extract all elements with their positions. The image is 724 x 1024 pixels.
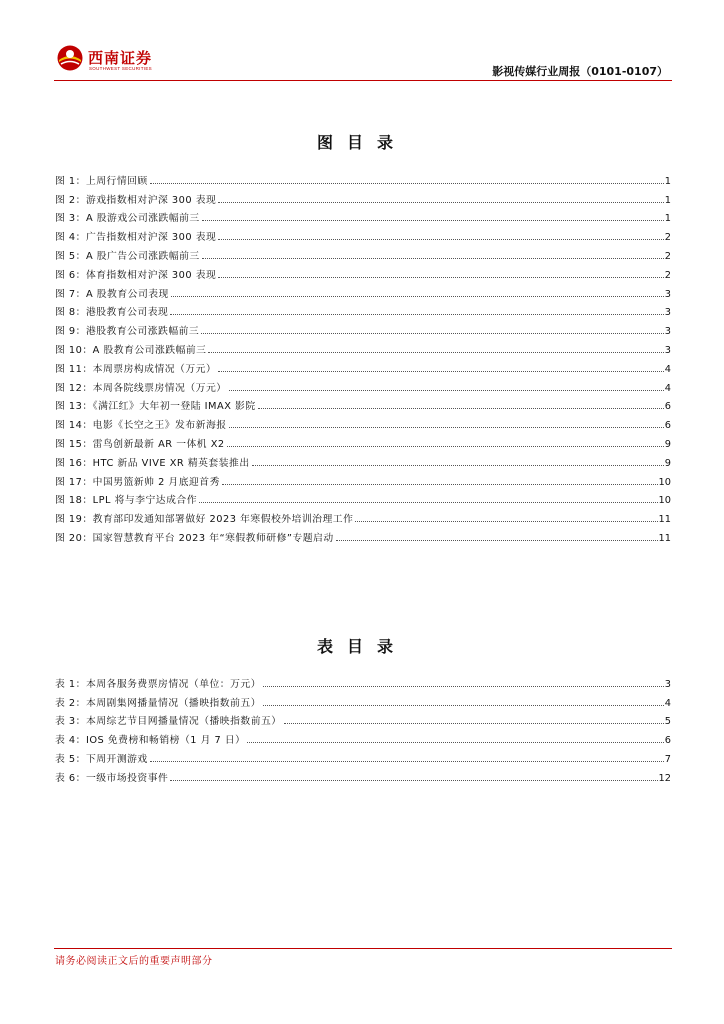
toc-page-number[interactable]: 2 bbox=[664, 250, 671, 262]
toc-dot-leader bbox=[170, 314, 663, 315]
toc-entry-label[interactable]: 图 14：电影《长空之王》发布新海报 bbox=[55, 420, 227, 432]
toc-page-number[interactable]: 4 bbox=[664, 363, 671, 375]
figure-toc-entry[interactable] bbox=[55, 431, 671, 450]
toc-entry-label[interactable]: 表 4：IOS 免费榜和畅销榜（1 月 7 日） bbox=[55, 735, 246, 747]
toc-entry-label[interactable]: 图 5：A 股广告公司涨跌幅前三 bbox=[55, 250, 200, 262]
toc-dot-leader bbox=[201, 333, 664, 334]
toc-entry-label[interactable]: 图 12：本周各院线票房情况（万元） bbox=[55, 382, 227, 394]
toc-page-number[interactable]: 4 bbox=[664, 382, 671, 394]
toc-page-number[interactable]: 1 bbox=[664, 175, 671, 187]
toc-dot-leader bbox=[229, 427, 664, 428]
footer-disclaimer: 请务必阅读正文后的重要声明部分 bbox=[55, 956, 213, 967]
figure-toc-entry[interactable] bbox=[55, 412, 671, 431]
figure-toc-entry[interactable] bbox=[55, 525, 671, 544]
toc-page-number[interactable]: 2 bbox=[664, 232, 671, 244]
figure-toc-entry[interactable] bbox=[55, 375, 671, 394]
toc-dot-leader bbox=[202, 220, 664, 221]
figure-toc-entry[interactable] bbox=[55, 243, 671, 262]
toc-page-number[interactable]: 3 bbox=[664, 678, 671, 690]
figure-toc-entry[interactable] bbox=[55, 469, 671, 488]
toc-page-number[interactable]: 10 bbox=[658, 476, 671, 488]
toc-page-number[interactable]: 6 bbox=[664, 401, 671, 413]
toc-page-number[interactable]: 3 bbox=[664, 307, 671, 319]
toc-dot-leader bbox=[227, 446, 664, 447]
report-title: 影视传媒行业周报（0101-0107） bbox=[492, 65, 668, 78]
figure-toc-entry[interactable] bbox=[55, 300, 671, 319]
toc-entry-label[interactable]: 图 8：港股教育公司表现 bbox=[55, 307, 169, 319]
toc-entry-label[interactable]: 图 7：A 股教育公司表现 bbox=[55, 288, 169, 300]
toc-dot-leader bbox=[263, 705, 664, 706]
table-toc-entry[interactable] bbox=[55, 746, 671, 765]
brand-logo bbox=[56, 44, 166, 76]
toc-page-number[interactable]: 11 bbox=[658, 514, 671, 526]
toc-entry-label[interactable]: 表 3：本周综艺节目网播量情况（播映指数前五） bbox=[55, 716, 282, 728]
figure-toc-entry[interactable] bbox=[55, 187, 671, 206]
toc-dot-leader bbox=[218, 371, 664, 372]
toc-page-number[interactable]: 6 bbox=[664, 735, 671, 747]
table-toc-entry[interactable] bbox=[55, 727, 671, 746]
toc-dot-leader bbox=[355, 521, 657, 522]
toc-entry-label[interactable]: 图 17：中国男篮新帅 2 月底迎首秀 bbox=[55, 476, 220, 488]
toc-page-number[interactable]: 5 bbox=[664, 716, 671, 728]
toc-dot-leader bbox=[170, 780, 657, 781]
page-header bbox=[0, 0, 724, 84]
table-toc-entry[interactable] bbox=[55, 690, 671, 709]
brand-name-en: SOUTHWEST SECURITIES bbox=[89, 66, 152, 71]
toc-page-number[interactable]: 3 bbox=[664, 288, 671, 300]
toc-dot-leader bbox=[208, 352, 663, 353]
figure-toc-entry[interactable] bbox=[55, 488, 671, 507]
toc-entry-label[interactable]: 表 5：下周开测游戏 bbox=[55, 753, 148, 765]
toc-entry-label[interactable]: 图 18：LPL 将与李宁达成合作 bbox=[55, 495, 197, 507]
figure-toc-entry[interactable] bbox=[55, 281, 671, 300]
figure-toc-entry[interactable] bbox=[55, 450, 671, 469]
figure-toc-entry[interactable] bbox=[55, 356, 671, 375]
toc-dot-leader bbox=[199, 502, 658, 503]
toc-page-number[interactable]: 12 bbox=[658, 772, 671, 784]
brand-logo-icon bbox=[56, 44, 84, 72]
toc-page-number[interactable]: 11 bbox=[658, 532, 671, 544]
toc-entry-label[interactable]: 图 11：本周票房构成情况（万元） bbox=[55, 363, 217, 375]
toc-dot-leader bbox=[218, 277, 663, 278]
toc-dot-leader bbox=[229, 390, 664, 391]
toc-page-number[interactable]: 4 bbox=[664, 697, 671, 709]
brand-name: 西南证券 bbox=[88, 49, 153, 67]
toc-entry-label[interactable]: 图 4：广告指数相对沪深 300 表现 bbox=[55, 232, 217, 244]
figure-toc-entry[interactable] bbox=[55, 337, 671, 356]
toc-dot-leader bbox=[336, 540, 658, 541]
toc-dot-leader bbox=[247, 742, 663, 743]
toc-page-number[interactable]: 9 bbox=[664, 438, 671, 450]
table-toc-list bbox=[55, 671, 671, 784]
toc-dot-leader bbox=[263, 686, 664, 687]
figure-toc-entry[interactable] bbox=[55, 318, 671, 337]
table-toc-entry[interactable] bbox=[55, 709, 671, 728]
toc-entry-label[interactable]: 图 9：港股教育公司涨跌幅前三 bbox=[55, 326, 200, 338]
toc-dot-leader bbox=[150, 183, 664, 184]
figure-toc-entry[interactable] bbox=[55, 224, 671, 243]
toc-page-number[interactable]: 1 bbox=[664, 194, 671, 206]
figure-toc-entry[interactable] bbox=[55, 394, 671, 413]
toc-entry-label[interactable]: 表 2：本周剧集网播量情况（播映指数前五） bbox=[55, 697, 261, 709]
figure-toc-entry[interactable] bbox=[55, 168, 671, 187]
toc-entry-label[interactable]: 图 19：教育部印发通知部署做好 2023 年寒假校外培训治理工作 bbox=[55, 514, 354, 526]
table-toc-entry[interactable] bbox=[55, 671, 671, 690]
toc-page-number[interactable]: 10 bbox=[658, 495, 671, 507]
toc-entry-label[interactable]: 图 16：HTC 新品 VIVE XR 精英套装推出 bbox=[55, 457, 250, 469]
figure-toc-entry[interactable] bbox=[55, 262, 671, 281]
figure-toc-list bbox=[55, 168, 671, 544]
toc-dot-leader bbox=[284, 723, 664, 724]
toc-dot-leader bbox=[222, 484, 658, 485]
header-divider bbox=[54, 80, 672, 81]
toc-entry-label[interactable]: 图 1：上周行情回顾 bbox=[55, 175, 148, 187]
toc-page-number[interactable]: 1 bbox=[664, 213, 671, 225]
toc-page-number[interactable]: 9 bbox=[664, 457, 671, 469]
toc-dot-leader bbox=[202, 258, 664, 259]
toc-page-number[interactable]: 3 bbox=[664, 326, 671, 338]
toc-page-number[interactable]: 7 bbox=[664, 753, 671, 765]
toc-entry-label[interactable]: 表 6：一级市场投资事件 bbox=[55, 772, 169, 784]
toc-dot-leader bbox=[218, 239, 663, 240]
toc-entry-label[interactable]: 图 6：体育指数相对沪深 300 表现 bbox=[55, 269, 217, 281]
toc-entry-label[interactable]: 图 15：雷鸟创新最新 AR 一体机 X2 bbox=[55, 438, 225, 450]
toc-page-number[interactable]: 3 bbox=[664, 344, 671, 356]
toc-dot-leader bbox=[171, 296, 664, 297]
toc-entry-label[interactable]: 图 20：国家智慧教育平台 2023 年“寒假教师研修”专题启动 bbox=[55, 532, 334, 544]
toc-page-number[interactable]: 6 bbox=[664, 420, 671, 432]
toc-entry-label[interactable]: 图 13：《满江红》大年初一登陆 IMAX 影院 bbox=[55, 401, 256, 413]
toc-entry-label[interactable]: 图 10：A 股教育公司涨跌幅前三 bbox=[55, 344, 207, 356]
toc-entry-label[interactable]: 图 3：A 股游戏公司涨跌幅前三 bbox=[55, 213, 200, 225]
table-toc-entry[interactable] bbox=[55, 765, 671, 784]
toc-entry-label[interactable]: 表 1：本周各服务费票房情况（单位：万元） bbox=[55, 678, 261, 690]
footer-divider bbox=[54, 948, 672, 949]
figure-toc-entry[interactable] bbox=[55, 206, 671, 225]
toc-dot-leader bbox=[218, 202, 663, 203]
figure-toc-entry[interactable] bbox=[55, 506, 671, 525]
toc-dot-leader bbox=[150, 761, 664, 762]
toc-entry-label[interactable]: 图 2：游戏指数相对沪深 300 表现 bbox=[55, 194, 217, 206]
toc-dot-leader bbox=[252, 465, 664, 466]
toc-page-number[interactable]: 2 bbox=[664, 269, 671, 281]
toc-dot-leader bbox=[258, 408, 664, 409]
table-toc-title: 表目录 bbox=[316, 637, 407, 656]
figure-toc-title: 图目录 bbox=[316, 133, 407, 152]
